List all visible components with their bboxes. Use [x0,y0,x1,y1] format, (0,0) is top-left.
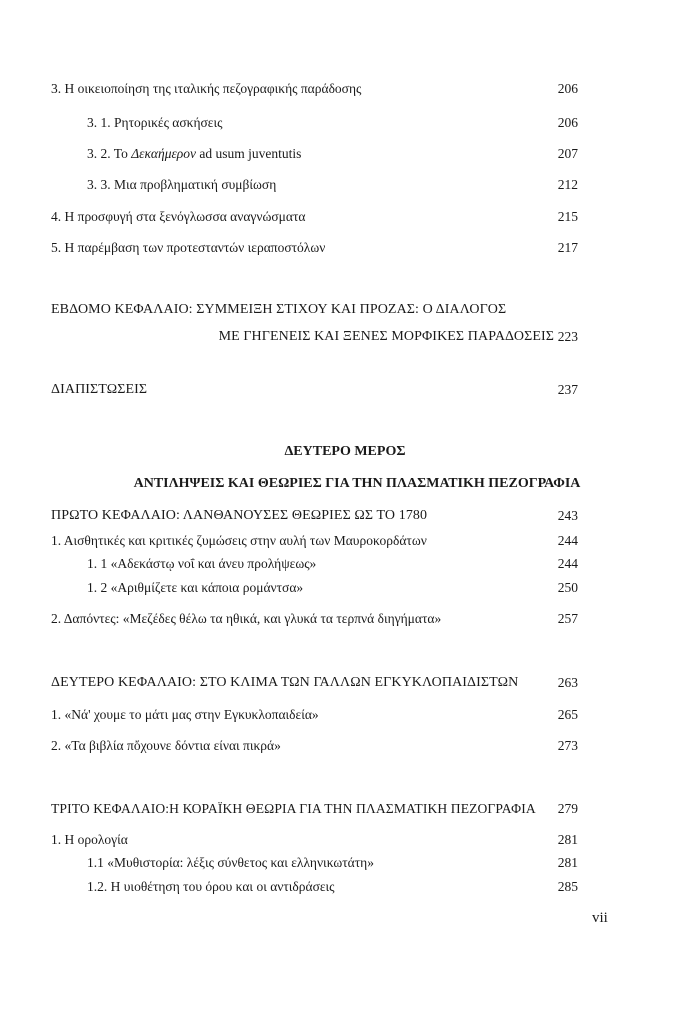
toc-entry [0,578,690,598]
chapter-heading [0,327,690,347]
toc-entry-label: 3. 1. Ρητορικές ασκήσεις [87,115,223,130]
toc-entry-page: 223 [557,329,578,344]
toc-entry-page: 243 [557,508,578,523]
toc-entry [0,79,690,99]
toc-entry [0,609,690,629]
toc-entry-label: 1. «Νά' χουμε το μάτι μας στην Εγκυκλοπαιδεία» [51,707,319,722]
toc-entry-prefix: 3. 2. Το [87,146,132,161]
chapter-heading [0,380,690,400]
chapter-title: ΔΕΥΤΕΡΟ ΚΕΦΑΛΑΙΟ: ΣΤΟ ΚΛΙΜΑ ΤΩΝ ΓΑΛΛΩΝ ΕΓΚΥΚΛΟΠΑΙΔΙΣΤΩΝ [51,675,519,690]
toc-entry [0,736,690,756]
toc-entry-page: 265 [557,707,578,722]
toc-entry-label: 1. Η ορολογία [51,832,128,847]
toc-entry-page: 217 [557,240,578,255]
toc-entry [0,705,690,725]
toc-entry [0,853,690,873]
chapter-heading [0,673,690,693]
toc-entry-page: 279 [557,801,578,816]
toc-entry-page: 281 [557,832,578,847]
toc-entry [0,554,690,574]
page-folio: vii [592,910,608,926]
toc-entry-label: 3. 3. Μια προβληματική συμβίωση [87,177,277,192]
toc-entry-page: 285 [557,879,578,894]
toc-entry [0,175,690,195]
toc-entry-page: 273 [557,738,578,753]
toc-entry [0,877,690,897]
toc-entry-label: 2. Δαπόντες: «Μεζέδες θέλω τα ηθικά, και γλυκά τα τερπνά διηγήματα» [51,611,442,626]
toc-entry-page: 244 [557,556,578,571]
toc-entry-page: 212 [557,177,578,192]
chapter-title: ΤΡΙΤΟ ΚΕΦΑΛΑΙΟ:Η ΚΟΡΑΪΚΗ ΘΕΩΡΙΑ ΓΙΑ ΤΗΝ ΠΛΑΣΜΑΤΙΚΗ ΠΕΖΟΓΡΑΦΙΑ [51,801,536,816]
chapter-title: ΠΡΩΤΟ ΚΕΦΑΛΑΙΟ: ΛΑΝΘΑΝΟΥΣΕΣ ΘΕΩΡΙΕΣ ΩΣ ΤΟ 1780 [51,508,428,523]
toc-entry [0,830,690,850]
toc-entry-italic-title: Δεκαήμερον [131,146,197,161]
toc-entry-page: 250 [557,580,578,595]
toc-entry-label: 5. Η παρέμβαση των προτεσταντών ιεραποστόλων [51,240,326,255]
part-title: ΔΕΥΤΕΡΟ ΜΕΡΟΣ [284,444,406,459]
chapter-heading [0,300,690,320]
part-heading [0,474,690,494]
chapter-title-line1: ΕΒΔΟΜΟ ΚΕΦΑΛΑΙΟ: ΣΥΜΜΕΙΞΗ ΣΤΙΧΟΥ ΚΑΙ ΠΡΟΖΑΣ: Ο ΔΙΑΛΟΓΟΣ [51,302,507,317]
part-subtitle: ΑΝΤΙΛΗΨΕΙΣ ΚΑΙ ΘΕΩΡΙΕΣ ΓΙΑ ΤΗΝ ΠΛΑΣΜΑΤΙΚΗ ΠΕΖΟΓΡΑΦΙΑ [133,476,581,491]
toc-entry-suffix: ad usum juventutis [196,146,302,161]
toc-entry-page: 244 [557,533,578,548]
conclusions-title: ΔΙΑΠΙΣΤΩΣΕΙΣ [51,382,148,397]
toc-entry-label: 1. Αισθητικές και κριτικές ζυμώσεις στην αυλή των Μαυροκορδάτων [51,533,427,548]
toc-entry [0,531,690,551]
toc-entry-label: 1.1 «Μυθιστορία: λέξις σύνθετος και ελληνικωτάτη» [87,855,374,870]
toc-entry-page: 263 [557,675,578,690]
toc-entry [0,144,690,164]
toc-entry-label: 2. «Τα βιβλία πὄχουνε δόντια είναι πικρά» [51,738,281,753]
toc-entry-label: 1. 1 «Αδεκάστῳ νοΐ και άνευ προλήψεως» [87,556,317,571]
toc-entry-page: 237 [557,382,578,397]
toc-entry-page: 215 [557,209,578,224]
part-heading [0,442,690,462]
toc-entry-label: 4. Η προσφυγή στα ξενόγλωσσα αναγνώσματα [51,209,306,224]
toc-entry-page: 281 [557,855,578,870]
toc-entry-page: 257 [557,611,578,626]
toc-entry [0,238,690,258]
chapter-heading [0,799,690,819]
chapter-title-line2: ΜΕ ΓΗΓΕΝΕΙΣ ΚΑΙ ΞΕΝΕΣ ΜΟΡΦΙΚΕΣ ΠΑΡΑΔΟΣΕΙΣ [218,329,554,344]
toc-entry [0,207,690,227]
toc-entry-page: 206 [557,115,578,130]
toc-entry-label: 1. 2 «Αριθμίζετε και κάποια ρομάντσα» [87,580,304,595]
chapter-heading [0,506,690,526]
toc-entry-page: 207 [557,146,578,161]
toc-entry-label [87,144,301,164]
toc-entry-label: 3. Η οικειοποίηση της ιταλικής πεζογραφικής παράδοσης [51,81,362,96]
toc-entry-label: 1.2. Η υιοθέτηση του όρου και οι αντιδράσεις [87,879,335,894]
toc-entry [0,113,690,133]
toc-entry-page: 206 [557,81,578,96]
